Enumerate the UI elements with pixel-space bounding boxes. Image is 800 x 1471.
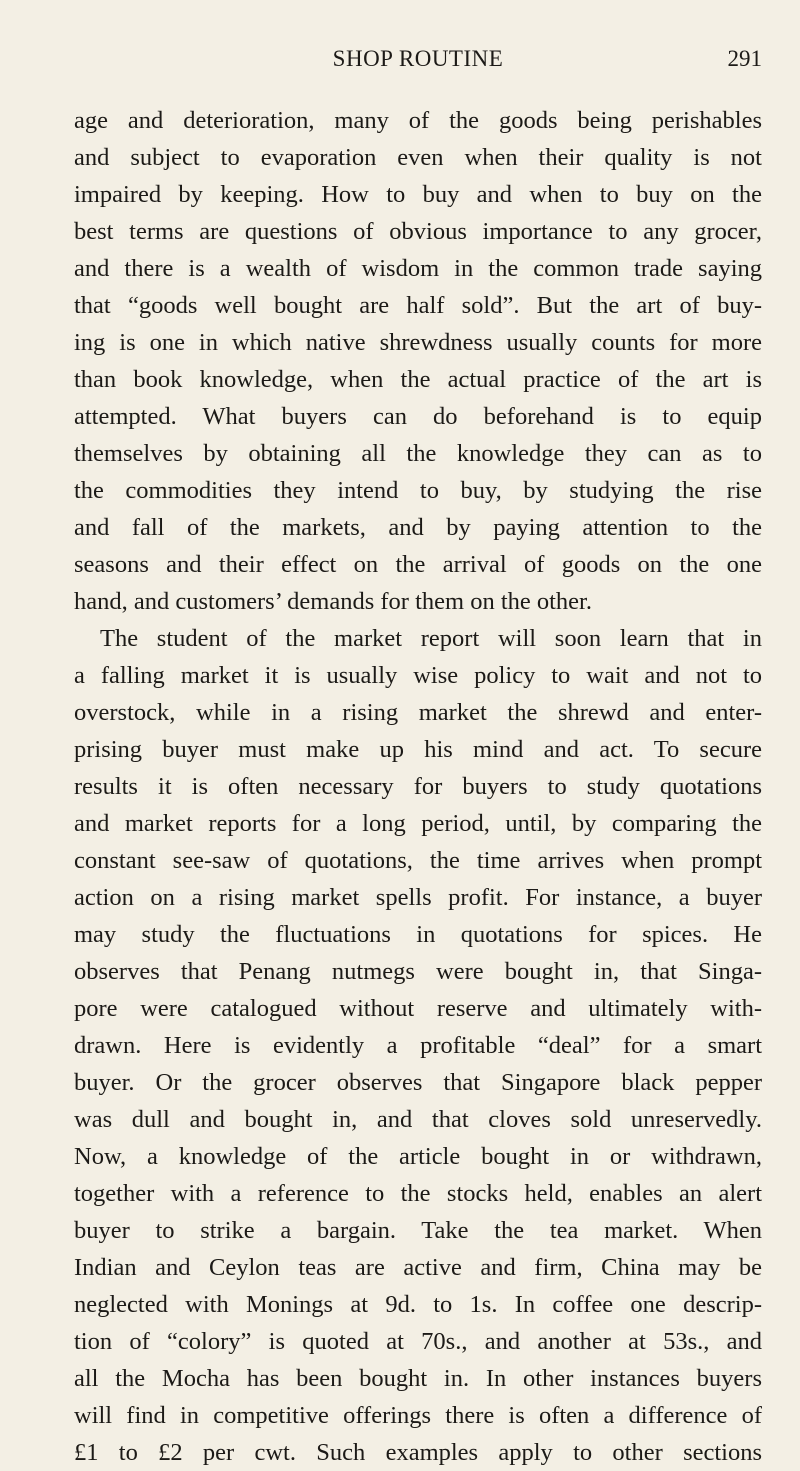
text-line: The student of the market report will soon learn that in (100, 625, 762, 652)
text-line: constant see-saw of quotations, the time arrives when prompt (74, 847, 762, 874)
running-head (74, 46, 762, 76)
text-line: impaired by keeping. How to buy and when to buy on the (74, 181, 762, 208)
text-line: the commodities they intend to buy, by studying the rise (74, 477, 762, 504)
text-line: together with a reference to the stocks held, enables an alert (74, 1180, 762, 1207)
text-line: pore were catalogued without reserve and ultimately with- (74, 995, 762, 1022)
text-line: all the Mocha has been bought in. In other instances buyers (74, 1365, 762, 1392)
text-line: buyer to strike a bargain. Take the tea market. When (74, 1217, 762, 1244)
text-line: Now, a knowledge of the article bought in or withdrawn, (74, 1143, 762, 1170)
running-title: SHOP ROUTINE (332, 46, 504, 71)
text-line: buyer. Or the grocer observes that Singapore black pepper (74, 1069, 762, 1096)
text-line: and there is a wealth of wisdom in the common trade saying (74, 255, 762, 282)
text-line: a falling market it is usually wise policy to wait and not to (74, 662, 762, 689)
text-line: themselves by obtaining all the knowledge they can as to (74, 440, 762, 467)
text-line: and subject to evaporation even when their quality is not (74, 144, 762, 171)
text-line: may study the fluctuations in quotations for spices. He (74, 921, 762, 948)
text-line: attempted. What buyers can do beforehand is to equip (74, 403, 762, 430)
text-line: Indian and Ceylon teas are active and firm, China may be (74, 1254, 762, 1281)
text-line: best terms are questions of obvious importance to any grocer, (74, 218, 762, 245)
text-line: that “goods well bought are half sold”. But the art of buy- (74, 292, 762, 319)
text-line: results it is often necessary for buyers to study quotations (74, 773, 762, 800)
text-line: was dull and bought in, and that cloves sold unreservedly. (74, 1106, 762, 1133)
text-line: neglected with Monings at 9d. to 1s. In coffee one descrip- (74, 1291, 762, 1318)
text-line: age and deterioration, many of the goods being perishables (74, 107, 762, 134)
text-line: and fall of the markets, and by paying attention to the (74, 514, 762, 541)
text-line: ing is one in which native shrewdness usually counts for more (74, 329, 762, 356)
text-line: than book knowledge, when the actual practice of the art is (74, 366, 762, 393)
text-line: hand, and customers’ demands for them on the other. (74, 588, 592, 615)
body-text (74, 102, 762, 1471)
text-line: drawn. Here is evidently a profitable “deal” for a smart (74, 1032, 762, 1059)
text-line: prising buyer must make up his mind and act. To secure (74, 736, 762, 763)
page-number: 291 (727, 46, 762, 71)
text-line: seasons and their effect on the arrival of goods on the one (74, 551, 762, 578)
text-line: and market reports for a long period, until, by comparing the (74, 810, 762, 837)
text-line: overstock, while in a rising market the shrewd and enter- (74, 699, 762, 726)
text-line: £1 to £2 per cwt. Such examples apply to other sections (74, 1439, 762, 1466)
text-line: tion of “colory” is quoted at 70s., and another at 53s., and (74, 1328, 762, 1355)
text-line: action on a rising market spells profit. For instance, a buyer (74, 884, 762, 911)
text-line: will find in competitive offerings there is often a difference of (74, 1402, 762, 1429)
text-line: observes that Penang nutmegs were bought in, that Singa- (74, 958, 762, 985)
